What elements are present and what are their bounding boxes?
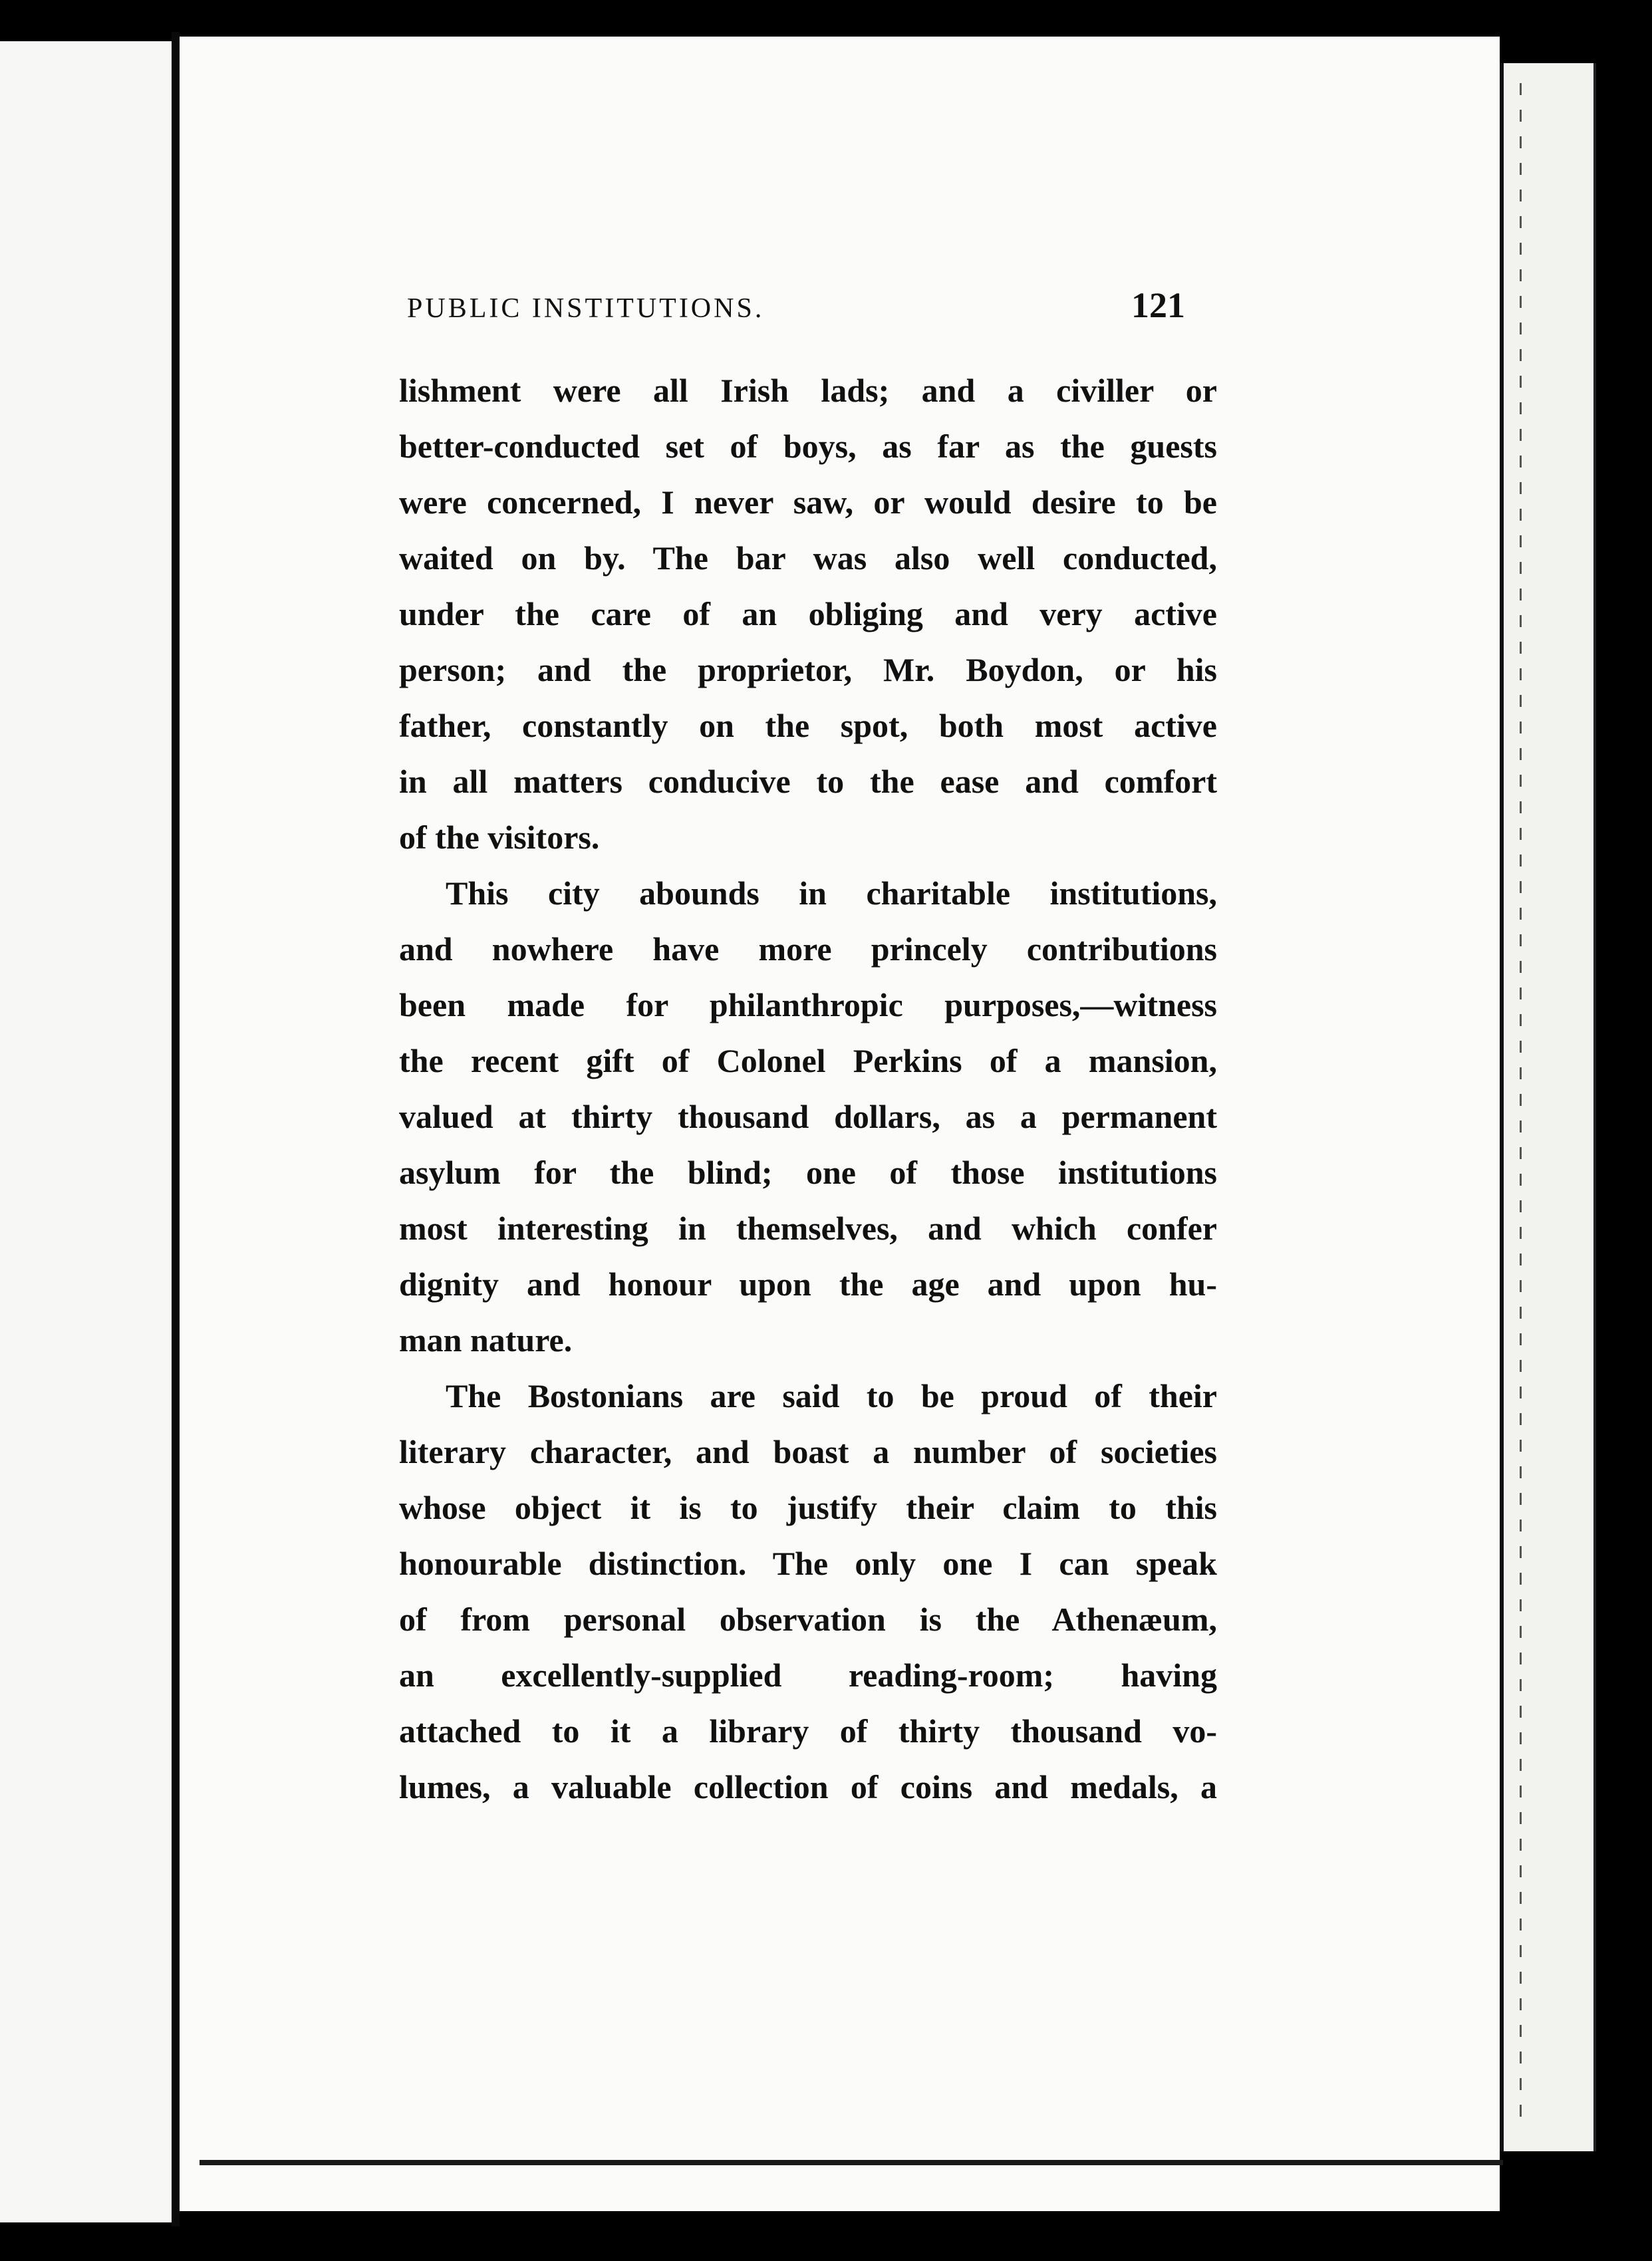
text-line: person; and the proprietor, Mr. Boydon, or his <box>399 651 1217 688</box>
text-line: This city abounds in charitable institutions, <box>446 874 1217 912</box>
book-gutter <box>172 32 180 2226</box>
text-line: lumes, a valuable collection of coins and medals, a <box>399 1768 1217 1805</box>
text-line: waited on by. The bar was also well conducted, <box>399 539 1217 577</box>
page-number: 121 <box>1131 285 1185 325</box>
body-text <box>399 362 1217 1815</box>
text-line: literary character, and boast a number of societies <box>399 1433 1217 1470</box>
text-line: asylum for the blind; one of those institutions <box>399 1154 1217 1191</box>
text-line: man nature. <box>399 1321 573 1359</box>
text-line: attached to it a library of thirty thousand vo- <box>399 1712 1217 1750</box>
text-line: lishment were all Irish lads; and a civiller or <box>399 372 1217 409</box>
text-line: an excellently-supplied reading-room; having <box>399 1657 1217 1694</box>
text-line: better-conducted set of boys, as far as the guests <box>399 428 1217 465</box>
text-line: been made for philanthropic purposes,—witness <box>399 986 1217 1023</box>
text-line: under the care of an obliging and very active <box>399 595 1217 632</box>
text-line: the recent gift of Colonel Perkins of a mansion, <box>399 1042 1217 1079</box>
text-line: most interesting in themselves, and which confer <box>399 1210 1217 1247</box>
text-line: dignity and honour upon the age and upon hu- <box>399 1265 1217 1303</box>
text-line: of from personal observation is the Athenæum, <box>399 1601 1217 1638</box>
text-line: whose object it is to justify their claim to this <box>399 1489 1217 1526</box>
page-bottom-shadow <box>200 2160 1503 2165</box>
text-line: were concerned, I never saw, or would desire to be <box>399 483 1217 521</box>
text-line: in all matters conducive to the ease and comfort <box>399 763 1217 800</box>
running-head <box>407 285 1185 338</box>
text-line: father, constantly on the spot, both most active <box>399 707 1217 744</box>
text-line: The Bostonians are said to be proud of their <box>446 1377 1217 1414</box>
facing-page <box>0 41 172 2222</box>
text-line: of the visitors. <box>399 819 600 856</box>
text-line: valued at thirty thousand dollars, as a permanent <box>399 1098 1217 1135</box>
page-edge-texture <box>1520 83 1522 2118</box>
text-line: honourable distinction. The only one I can speak <box>399 1545 1217 1582</box>
page-edges <box>1500 63 1596 2151</box>
running-title: PUBLIC INSTITUTIONS. <box>407 293 765 324</box>
text-line: and nowhere have more princely contributions <box>399 930 1217 968</box>
